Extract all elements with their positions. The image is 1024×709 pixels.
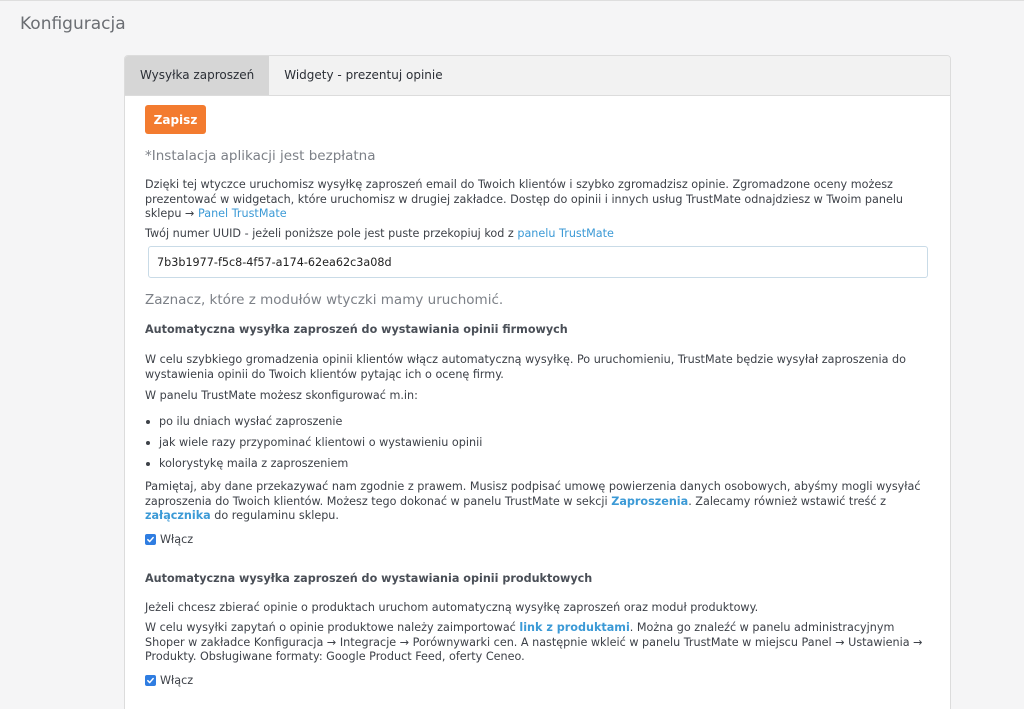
free-install-note: *Instalacja aplikacji jest bezpłatna — [145, 148, 376, 164]
product-module-title: Automatyczna wysyłka zaproszeń do wystawiania opinii produktowych — [145, 572, 593, 585]
import-text-2: . Można go znaleźć w panelu administracyjnym Shoper w zakładce Konfiguracja → Integracje → Porównywarki cen. A następnie wkleić w panelu TrustMate w miejscu Panel → Ustawienia → Produkty. Obsługiwane formaty: Google Product Feed, oferty Ceneo. — [145, 621, 923, 663]
product-enable-checkbox[interactable] — [145, 675, 156, 686]
top-divider — [0, 0, 1024, 1]
list-item: kolorystykę maila z zaproszeniem — [125, 457, 482, 478]
intro-description — [145, 178, 930, 222]
company-module-description: W celu szybkiego gromadzenia opinii klientów włącz automatyczną wysyłkę. Po uruchomieniu, TrustMate będzie wysyłał zaproszenia do wystawienia opinii do Twoich klientów pytając ich o ocenę firmy. — [145, 353, 906, 381]
list-item: jak wiele razy przypominać klientowi o wystawieniu opinii — [125, 436, 482, 457]
uuid-label — [145, 227, 614, 242]
checkmark-icon — [146, 535, 155, 544]
tab-bar — [125, 56, 950, 96]
modules-heading: Zaznacz, które z modułów wtyczki mamy uruchomić. — [145, 292, 504, 308]
legal-text-3: do regulaminu sklepu. — [214, 509, 339, 522]
company-module-config-intro: W panelu TrustMate możesz skonfigurować m.in: — [145, 389, 418, 402]
tab-invitations[interactable]: Wysyłka zaproszeń — [125, 56, 269, 95]
company-enable-label: Włącz — [160, 533, 194, 546]
company-module-enable[interactable] — [145, 533, 193, 546]
intro-description-text: Dzięki tej wtyczce uruchomisz wysyłkę zaproszeń email do Twoich klientów i szybko zgromadzisz opinie. Zgromadzone oceny możesz prezentować w widgetach, które uruchomisz w drugiej zakładce. Dostęp do opinii i innych usług TrustMate odnajdziesz w Twoim panelu sklepu → — [145, 178, 904, 220]
product-module-description: Jeżeli chcesz zbierać opinie o produktach uruchom automatyczną wysyłkę zaproszeń oraz moduł produktowy. — [145, 601, 759, 614]
attachment-link[interactable]: załącznika — [145, 509, 211, 522]
legal-text-1: Pamiętaj, aby dane przekazywać nam zgodnie z prawem. Musisz podpisać umowę powierzenia danych osobowych, abyśmy mogli wysyłać zaproszenia do Twoich klientów. Możesz tego dokonać w panelu TrustMate w sekcji — [145, 480, 921, 508]
uuid-panel-link[interactable]: panelu TrustMate — [517, 227, 614, 240]
product-feed-link[interactable]: link z produktami — [519, 621, 630, 634]
panel-trustmate-link[interactable]: Panel TrustMate — [197, 207, 287, 220]
company-module-title: Automatyczna wysyłka zaproszeń do wystawiania opinii firmowych — [145, 323, 568, 336]
product-enable-label: Włącz — [160, 674, 194, 687]
product-module-enable[interactable] — [145, 674, 193, 687]
uuid-input[interactable] — [148, 246, 928, 278]
uuid-label-text: Twój numer UUID - jeżeli poniższe pole jest puste przekopiuj kod z — [145, 227, 514, 240]
save-button[interactable]: Zapisz — [145, 105, 206, 134]
invitations-link[interactable]: Zaproszenia — [611, 494, 689, 508]
page-title: Konfiguracja — [20, 14, 126, 34]
import-text-1: W celu wysyłki zapytań o opinie produktowe należy zaimportować — [145, 621, 516, 634]
checkmark-icon — [146, 676, 155, 685]
list-item: po ilu dniach wysłać zaproszenie — [125, 415, 482, 436]
company-enable-checkbox[interactable] — [145, 534, 156, 545]
config-panel — [124, 55, 951, 709]
company-module-legal — [145, 480, 930, 524]
legal-text-2: . Zalecamy również wstawić treść z — [688, 494, 886, 508]
tab-widgets[interactable]: Widgety - prezentuj opinie — [284, 68, 443, 82]
product-module-import — [145, 621, 930, 665]
company-module-options — [125, 415, 482, 478]
